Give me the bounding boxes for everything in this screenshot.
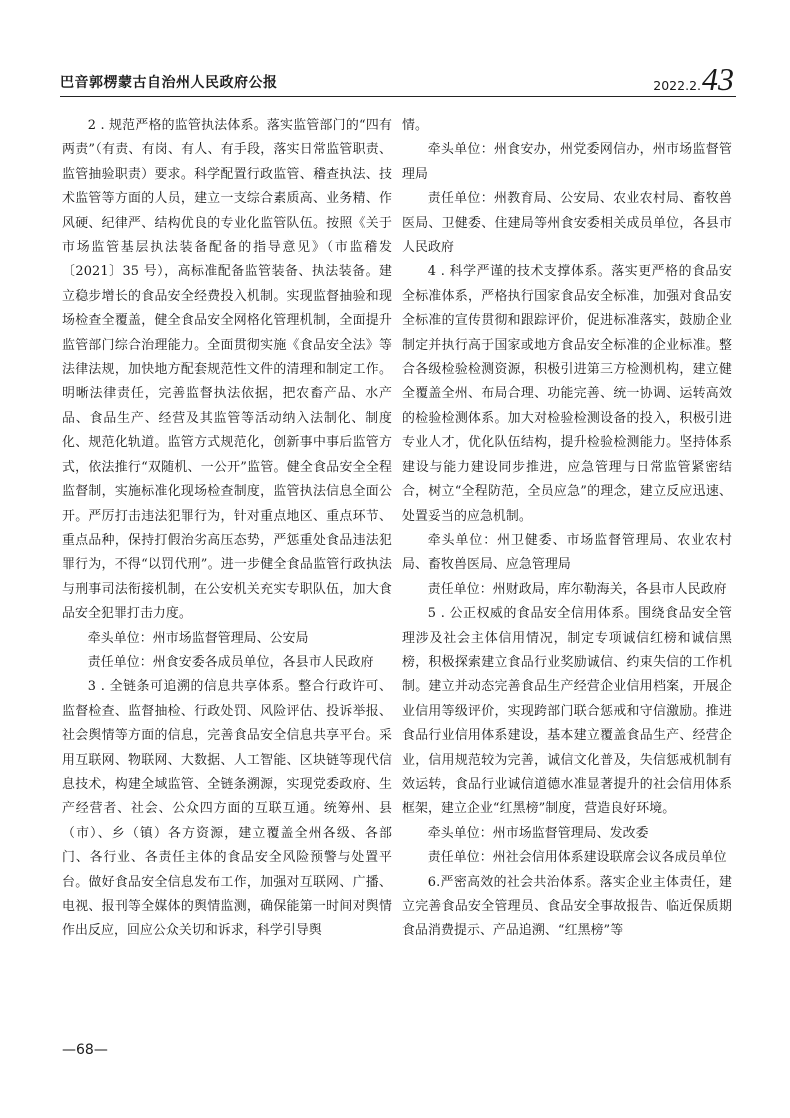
lead-unit-section-4: 牵头单位：州卫健委、市场监督管理局、农业农村局、畜牧兽医局、应急管理局: [402, 532, 732, 573]
publication-title: 巴音郭楞蒙古自治州人民政府公报: [60, 75, 278, 91]
lead-unit-section-5: 牵头单位：州市场监督管理局、发改委: [427, 825, 649, 841]
paragraph-section-4: 4 . 科学严谨的技术支撑体系。落实更严格的食品安全标准体系，严格执行国家食品安全标准，加强对食品安全标准的宣传贯彻和跟踪评价，促进标准落实，鼓励企业制定并执行高于国家或地方食品安全标准的企业标准。整合各级检验检测资源，积极引进第三方检测机构，建立健全覆盖全州、布局合理、功能完善、统一协调、运转高效的检验检测体系。加大对检验检测设备的投入，积极引进专业人才，优化队伍结构，提升检验检测能力。坚持体系建设与能力建设同步推进，应急管理与日常监管紧密结合，树立“全程防范，全员应急”的理念，建立反应迅速、处置妥当的应急机制。: [402, 264, 732, 524]
responsible-unit-section-2: 责任单位：州食安委各成员单位，各县市人民政府: [87, 654, 374, 670]
paragraph-section-6: 6.严密高效的社会共治体系。落实企业主体责任，建立完善食品安全管理员、食品安全事故报告、临近保质期食品消费提示、产品追溯、“红黑榜”等: [402, 874, 732, 939]
responsible-unit-section-4: 责任单位：州财政局，库尔勒海关，各县市人民政府: [427, 581, 727, 597]
issue-info: [653, 61, 734, 97]
page-number-footer: —68—: [62, 1042, 108, 1058]
issue-page-number: 43: [702, 61, 734, 97]
issue-date: 2022.2.: [653, 78, 701, 93]
paragraph-section-2: 2 . 规范严格的监管执法体系。落实监管部门的“四有两责”（有责、有岗、有人、有手段，落实日常监管职责、监管抽验职责）要求。科学配置行政监管、稽查执法、技术监管等方面的人员，建立一支综合素质高、业务精、作风硬、纪律严、结构优良的专业化监管队伍。按照《关于市场监管基层执法装备配备的指导意见》（市监稽发〔2021〕35 号），高标准配备监管装备、执法装备。建立稳步增长的食品安全经费投入机制。实现监督抽验和现场检查全覆盖，健全食品安全网格化管理机制，全面提升监管部门综合治理能力。全面贯彻实施《食品安全法》等法律法规，加快地方配套规范性文件的清理和制定工作。明晰法律责任，完善监督执法依据，把农畜产品、水产品、食品生产、经营及其监管等活动纳入法制化、制度化、规范化轨道。监管方式规范化，创新事中事后监管方式，依法推行“双随机、一公开”监管。健全食品安全全程监督制，实施标准化现场检查制度，监管执法信息全面公开。严厉打击违法犯罪行为，针对重点地区、重点环节、重点品种，保持打假治劣高压态势，严惩重处食品违法犯罪行为，不得“以罚代刑”。进一步健全食品监管行政执法与刑事司法衔接机制，在公安机关充实专职队伍，加大食品安全犯罪打击力度。: [62, 118, 392, 622]
lead-unit-section-2: 牵头单位：州市场监督管理局、公安局: [87, 630, 309, 646]
right-column: [402, 114, 732, 944]
paragraph-section-5: 5 . 公正权威的食品安全信用体系。围绕食品安全管理涉及社会主体信用情况，制定专项诚信红榜和诚信黑榜，积极探索建立食品行业奖励诚信、约束失信的工作机制。建立并动态完善食品生产经营企业信用档案，开展企业信用等级评价，实现跨部门联合惩戒和守信激励。推进食品行业信用体系建设，基本建立覆盖食品生产、经营企业，信用规范较为完善，诚信文化普及，失信惩戒机制有效运转，食品行业诚信道德水准显著提升的社会信用体系框架，建立企业“红黑榜”制度，营造良好环境。: [402, 606, 732, 817]
left-column: [62, 114, 392, 944]
responsible-unit-section-3: 责任单位：州教育局、公安局、农业农村局、畜牧兽医局、卫健委、住建局等州食安委相关成员单位，各县市人民政府: [402, 191, 732, 256]
responsible-unit-section-5: 责任单位：州社会信用体系建设联席会议各成员单位: [427, 850, 727, 866]
lead-unit-section-3: 牵头单位：州食安办，州党委网信办，州市场监督管理局: [402, 142, 732, 182]
paragraph-section-3: 3 . 全链条可追溯的信息共享体系。整合行政许可、监督检查、监督抽检、行政处罚、风险评估、投诉举报、社会舆情等方面的信息，完善食品安全信息共享平台。采用互联网、物联网、大数据、人工智能、区块链等现代信息技术，构建全域监管、全链条溯源，实现党委政府、生产经营者、社会、公众四方面的互联互通。统筹州、县（市）、乡（镇）各方资源，建立覆盖全州各级、各部门、各行业、各责任主体的食品安全风险预警与处置平台。做好食品安全信息发布工作，加强对互联网、广播、电视、报刊等全媒体的舆情监测，确保能第一时间对舆情作出反应，回应公众关切和诉求，科学引导舆: [62, 679, 392, 939]
paragraph-section-3-continued: 情。: [402, 118, 428, 133]
page-header: [60, 60, 736, 97]
